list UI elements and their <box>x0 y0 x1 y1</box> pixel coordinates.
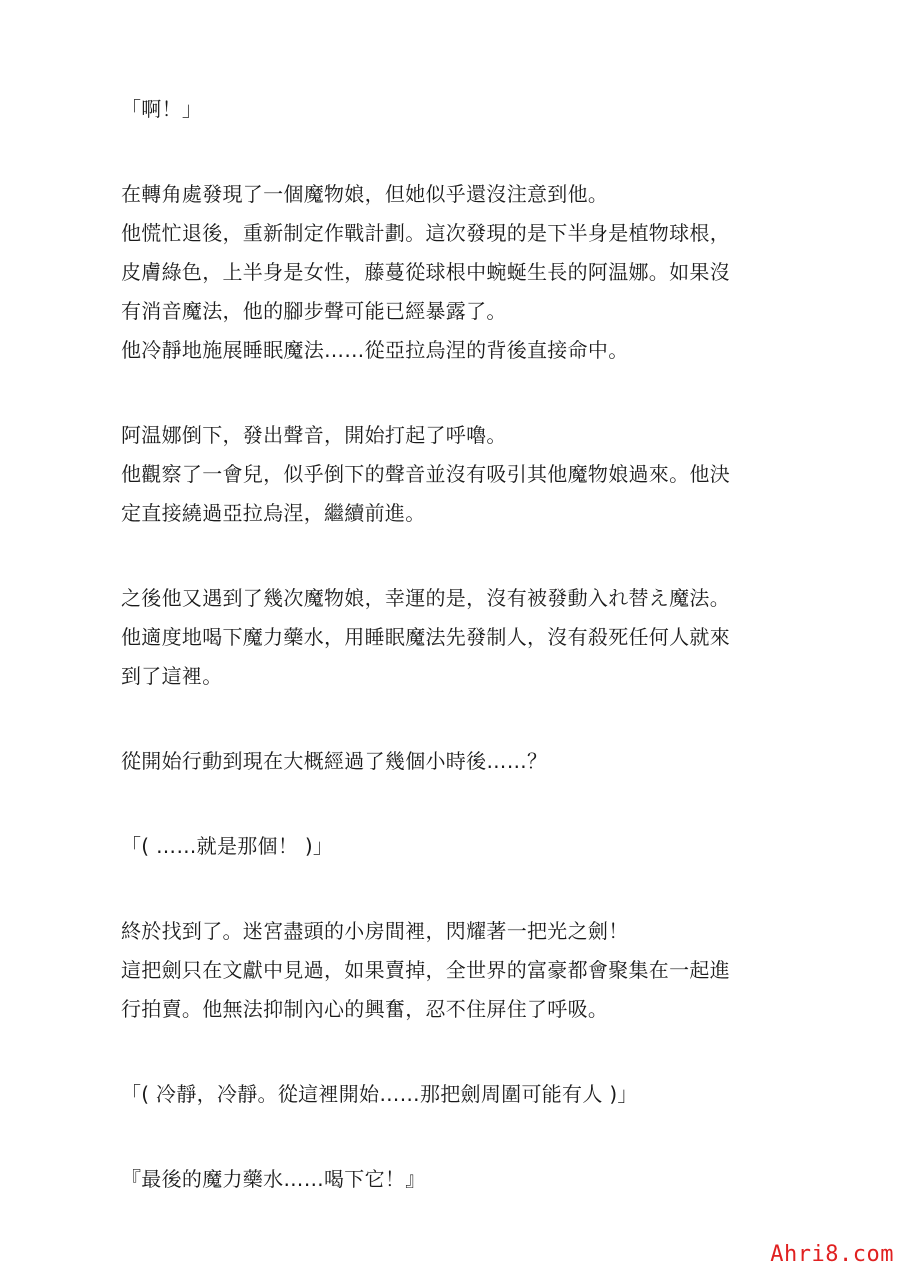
text-line: 他適度地喝下魔力藥水，用睡眠魔法先發制人，沒有殺死任何人就來 <box>121 625 730 649</box>
watermark: Ahri8.com <box>770 1242 894 1267</box>
paragraph-9 <box>121 1160 781 1199</box>
text-line: 他觀察了一會兒，似乎倒下的聲音並沒有吸引其他魔物娘過來。他決 <box>121 462 730 486</box>
text-line: 之後他又遇到了幾次魔物娘，幸運的是，沒有被發動入れ替え魔法。 <box>121 586 730 610</box>
text-line: 阿温娜倒下，發出聲音，開始打起了呼嚕。 <box>121 423 507 447</box>
text-line: 「( ……就是那個！ )」 <box>121 834 334 858</box>
paragraph-2 <box>121 175 781 370</box>
text-line: 定直接繞過亞拉烏涅，繼續前進。 <box>121 501 426 525</box>
text-line: 在轉角處發現了一個魔物娘，但她似乎還沒注意到他。 <box>121 182 609 206</box>
text-line: 『最後的魔力藥水……喝下它！』 <box>121 1167 426 1191</box>
text-line: 這把劍只在文獻中見過，如果賣掉，全世界的富豪都會聚集在一起進 <box>121 958 730 982</box>
text-line: 他慌忙退後，重新制定作戰計劃。這次發現的是下半身是植物球根， <box>121 221 730 245</box>
paragraph-8 <box>121 1075 781 1114</box>
text-line: 「啊！」 <box>121 97 203 121</box>
paragraph-7 <box>121 912 781 1029</box>
document-page <box>121 90 781 1245</box>
paragraph-3 <box>121 416 781 533</box>
text-line: 他冷靜地施展睡眠魔法……從亞拉烏涅的背後直接命中。 <box>121 338 629 362</box>
paragraph-4 <box>121 579 781 696</box>
text-line: 終於找到了。迷宮盡頭的小房間裡，閃耀著一把光之劍！ <box>121 919 629 943</box>
text-line: 行拍賣。他無法抑制內心的興奮，忍不住屏住了呼吸。 <box>121 997 609 1021</box>
text-line: 「( 冷靜，冷靜。從這裡開始……那把劍周圍可能有人 )」 <box>121 1082 638 1106</box>
text-line: 有消音魔法，他的腳步聲可能已經暴露了。 <box>121 299 507 323</box>
text-line: 到了這裡。 <box>121 664 223 688</box>
text-line: 從開始行動到現在大概經過了幾個小時後……？ <box>121 749 548 773</box>
text-line: 皮膚綠色，上半身是女性，藤蔓從球根中蜿蜒生長的阿温娜。如果沒 <box>121 260 730 284</box>
paragraph-1 <box>121 90 781 129</box>
paragraph-6 <box>121 827 781 866</box>
paragraph-5 <box>121 742 781 781</box>
